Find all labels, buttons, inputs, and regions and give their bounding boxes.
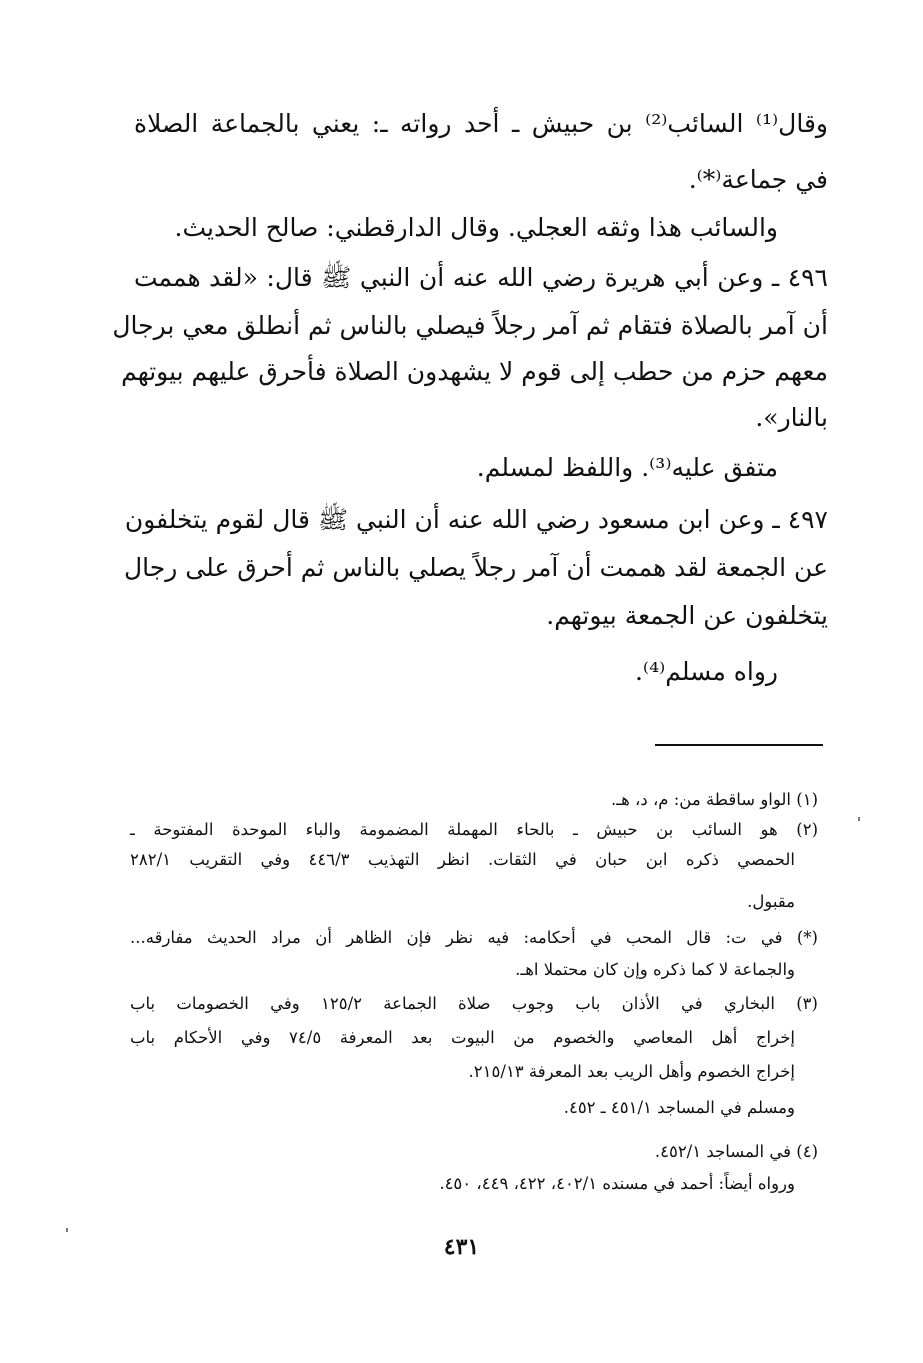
body-line: في جماعة⁽*⁾. bbox=[688, 165, 828, 194]
hadith-497-line: ٤٩٧ ـ وعن ابن مسعود رضي الله عنه أن النبي ﷺ قال لقوم يتخلفون bbox=[124, 505, 828, 534]
footnote-line: (١) الواو ساقطة من: م، د، هـ. bbox=[611, 790, 818, 809]
hadith-497-line: يتخلفون عن الجمعة بيوتهم. bbox=[546, 601, 828, 630]
hadith-496-source: متفق عليه⁽³⁾. واللفظ لمسلم. bbox=[476, 453, 778, 482]
scan-speck bbox=[66, 1228, 68, 1232]
page-number: ٤٣١ bbox=[443, 1234, 480, 1260]
hadith-496-line: بالنار». bbox=[755, 403, 828, 432]
body-line: والسائب هذا وثقه العجلي. وقال الدارقطني: صالح الحديث. bbox=[174, 213, 778, 242]
hadith-496-line: أن آمر بالصلاة فتقام ثم آمر رجلاً فيصلي بالناس ثم أنطلق معي برجال bbox=[112, 311, 828, 340]
footnote-line: مقبول. bbox=[747, 892, 795, 911]
hadith-497-source: رواه مسلم⁽⁴⁾. bbox=[634, 657, 778, 686]
footnote-line: الحمصي ذكره ابن حبان في الثقات. انظر التهذيب ٤٤٦/٣ وفي التقريب ٢٨٢/١ bbox=[130, 850, 795, 869]
scan-speck bbox=[858, 817, 860, 821]
footnote-line: إخراج أهل المعاصي والخصوم من البيوت بعد المعرفة ٧٤/٥ وفي الأحكام باب bbox=[130, 1028, 796, 1047]
footnote-line: ورواه أيضاً: أحمد في مسنده ٤٠٢/١، ٤٢٢، ٤٤٩، ٤٥٠. bbox=[439, 1174, 795, 1193]
footnote-line: (٢) هو السائب بن حبيش ـ بالحاء المهملة المضمومة والباء الموحدة المفتوحة ـ bbox=[130, 820, 818, 839]
hadith-496-line: ٤٩٦ ـ وعن أبي هريرة رضي الله عنه أن النبي ﷺ قال: «لقد هممت bbox=[134, 263, 828, 292]
footnote-line: إخراج الخصوم وأهل الريب بعد المعرفة ٢١٥/١٣. bbox=[468, 1062, 795, 1081]
footnote-line: والجماعة لا كما ذكره وإن كان محتملا اهـ. bbox=[515, 960, 795, 979]
hadith-497-line: عن الجمعة لقد هممت أن آمر رجلاً يصلي بالناس ثم أحرق على رجال bbox=[124, 553, 828, 582]
footnote-line: (٣) البخاري في الأذان باب وجوب صلاة الجماعة ١٢٥/٢ وفي الخصومات باب bbox=[130, 994, 818, 1013]
footnote-separator bbox=[655, 744, 823, 746]
hadith-496-line: معهم حزم من حطب إلى قوم لا يشهدون الصلاة فأحرق عليهم بيوتهم bbox=[121, 357, 828, 386]
footnote-line: (*) في ت: قال المحب في أحكامه: فيه نظر فإن الظاهر أن مراد الحديث مفارقه... bbox=[130, 928, 818, 947]
footnote-line: (٤) في المساجد ٤٥٢/١. bbox=[654, 1142, 818, 1161]
body-line: وقال⁽¹⁾ السائب⁽²⁾ بن حبيش ـ أحد رواته ـ: يعني بالجماعة الصلاة bbox=[134, 109, 828, 138]
footnote-line: ومسلم في المساجد ٤٥١/١ ـ ٤٥٢. bbox=[563, 1098, 795, 1117]
